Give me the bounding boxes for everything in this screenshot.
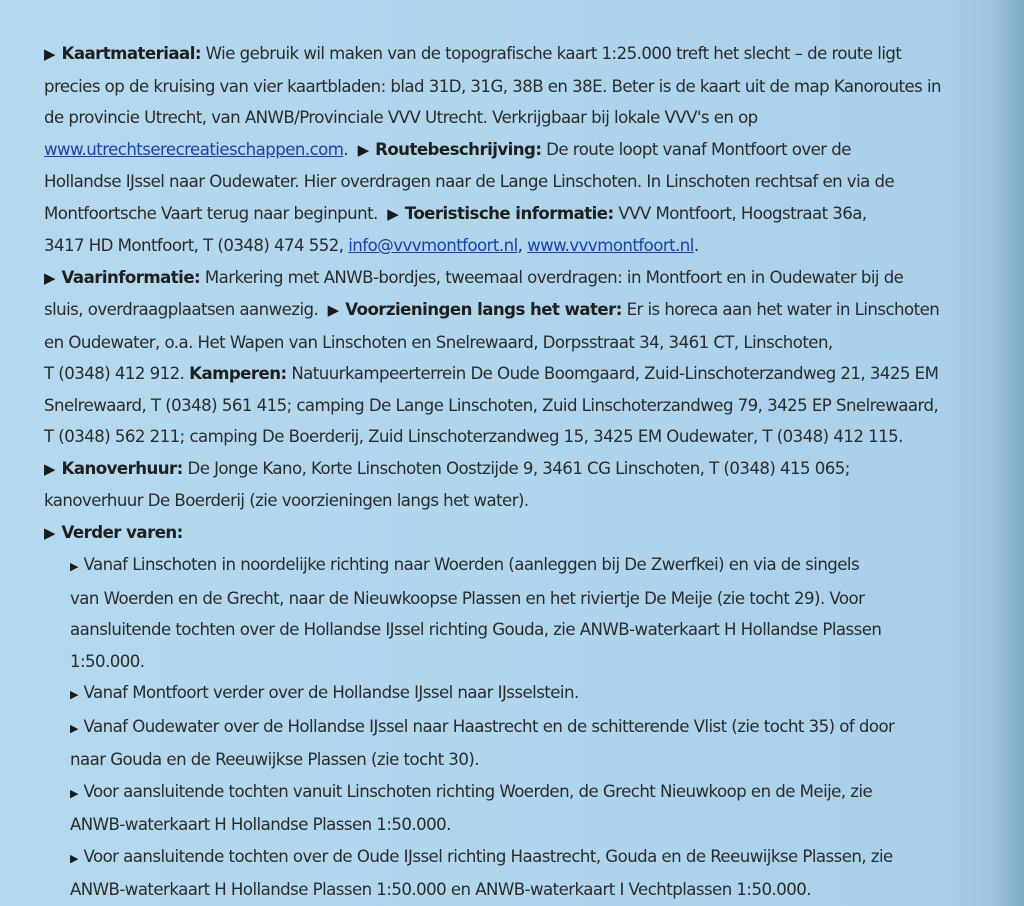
toerist-heading: Toeristische informatie: (404, 203, 614, 223)
vaar-text-1: Markering met ANWB-bordjes, tweemaal overdragen: in Montfoort en in Oudewater bij de (204, 267, 904, 287)
verder-item-text: Voor aansluitende tochten over de Oude IJssel richting Haastrecht, Gouda en de Reeuwijkse Plassen, zie (83, 846, 893, 866)
kamp-heading: Kamperen: (189, 364, 287, 383)
kamp-line-3 (44, 421, 1010, 453)
verder-item (44, 677, 1010, 711)
verder-item-line (44, 874, 1010, 906)
toerist-end: . (693, 236, 699, 255)
route-text-1: De route loopt vanaf Montfoort over de (546, 139, 851, 159)
verder-item-line (44, 549, 1010, 583)
voorz-line-2 (44, 327, 1010, 359)
kano-line-1 (44, 453, 1010, 486)
arrow-icon: ▶ (44, 268, 56, 287)
kaart-text-2: precies op de kruising van vier kaartbladen: blad 31D, 31G, 38B en 38E. Beter is de kaart uit de map Kanoroutes in (44, 76, 942, 96)
toerist-line-2 (44, 230, 1010, 262)
kaart-text-1: Wie gebruik wil maken van de topografische kaart 1:25.000 treft het slecht – de route ligt (205, 44, 902, 63)
kaart-line-2 (44, 71, 1010, 103)
verder-item-text: Vanaf Montfoort verder over de Hollandse IJssel naar IJsselstein. (83, 683, 579, 702)
website-link[interactable]: www.vvvmontfoort.nl (527, 236, 694, 255)
route-text-3: Montfoortsche Vaart terug naar beginpunt. (44, 203, 378, 223)
verder-item-text: naar Gouda en de Reeuwijkse Plassen (zie tocht 30). (70, 750, 479, 769)
toerist-text-1: VVV Montfoort, Hoogstraat 36a, (618, 203, 867, 223)
verder-item-line (44, 809, 1010, 841)
vaar-line-2 (44, 294, 1010, 327)
kamp-text-1: Natuurkampeerterrein De Oude Boomgaard, Zuid-Linschoterzandweg 21, 3425 EM (291, 364, 939, 383)
info-page (44, 38, 1010, 906)
verder-item-text: Vanaf Linschoten in noordelijke richting naar Woerden (aanleggen bij De Zwerfkei) en via de singels (83, 555, 860, 574)
arrow-icon: ▶ (44, 45, 56, 63)
verder-item-line (44, 614, 1010, 646)
toerist-text-2: 3417 HD Montfoort, T (0348) 474 552, (44, 236, 344, 255)
verder-item (44, 776, 1010, 841)
route-heading: Routebeschrijving: (375, 139, 542, 159)
arrow-icon: ▶ (327, 301, 340, 319)
verder-item-text: ANWB-waterkaart H Hollandse Plassen 1:50.000 en ANWB-waterkaart I Vechtplassen 1:50.000. (70, 880, 811, 899)
voorz-text-2: en Oudewater, o.a. Het Wapen van Linschoten en Snelrewaard, Dorpsstraat 34, 3461 CT, Linschoten, (44, 332, 833, 352)
verder-heading: Verder varen: (61, 522, 183, 542)
kaart-link-end: . (343, 139, 349, 159)
verder-item-line (44, 744, 1010, 776)
route-line-3 (44, 198, 1010, 231)
verder-item-text: Voor aansluitende tochten vanuit Linschoten richting Woerden, de Grecht Nieuwkoop en de Meije, zie (83, 781, 873, 801)
verder-item-line (44, 711, 1010, 745)
verder-item-text: ANWB-waterkaart H Hollandse Plassen 1:50.000. (70, 815, 451, 834)
voorz-text-1: Er is horeca aan het water in Linschoten (626, 300, 940, 319)
arrow-icon: ▶ (44, 523, 56, 542)
route-text-2: Hollandse IJssel naar Oudewater. Hier overdragen naar de Lange Linschoten. In Linschoten rechtsaf en via de (44, 172, 895, 191)
verder-heading-line (44, 517, 1010, 550)
vaar-line-1 (44, 262, 1010, 295)
small-arrow-icon: ▶ (70, 786, 79, 800)
kamp-text-3: T (0348) 562 211; camping De Boerderij, Zuid Linschoterzandweg 15, 3425 EM Oudewater, T (0348) 412 115. (44, 427, 903, 446)
kano-text-1: De Jonge Kano, Korte Linschoten Oostzijde 9, 3461 CG Linschoten, T (0348) 415 065; (187, 458, 850, 478)
voorz-heading: Voorzieningen langs het water: (345, 300, 622, 319)
small-arrow-icon: ▶ (70, 688, 79, 701)
kamp-line-2 (44, 390, 1010, 422)
verder-item-line (44, 583, 1010, 615)
verder-item-line (44, 646, 1010, 678)
kano-heading: Kanoverhuur: (61, 458, 183, 478)
verder-item-line (44, 841, 1010, 875)
vaar-text-2: sluis, overdraagplaatsen aanwezig. (44, 300, 319, 319)
verder-item-line (44, 677, 1010, 711)
small-arrow-icon: ▶ (70, 560, 79, 573)
kaart-line-3 (44, 102, 1010, 134)
recreatieschappen-link[interactable]: www.utrechtserecreatieschappen.com (44, 139, 344, 159)
arrow-icon: ▶ (387, 204, 399, 223)
vaar-heading: Vaarinformatie: (61, 267, 201, 287)
small-arrow-icon: ▶ (70, 851, 79, 865)
kaart-heading: Kaartmateriaal: (61, 44, 201, 63)
small-arrow-icon: ▶ (70, 721, 79, 735)
route-line-2 (44, 166, 1010, 198)
verder-item-text: 1:50.000. (70, 651, 145, 671)
verder-item-line (44, 776, 1010, 810)
verder-item-text: aansluitende tochten over de Hollandse IJssel richting Gouda, zie ANWB-waterkaart H Hollandse Plassen (70, 620, 882, 639)
kano-line-2 (44, 485, 1010, 517)
verder-item (44, 841, 1010, 906)
verder-item-text: Vanaf Oudewater over de Hollandse IJssel naar Haastrecht en de schitterende Vlist (zie tocht 35) of door (83, 716, 895, 736)
verder-item-text: van Woerden en de Grecht, naar de Nieuwkoopse Plassen en het riviertje De Meije (zie tocht 29). Voor (70, 588, 865, 608)
kamp-text-2: Snelrewaard, T (0348) 561 415; camping De Lange Linschoten, Zuid Linschoterzandweg 79, 3425 EP Snelrewaard, (44, 395, 939, 415)
verder-item (44, 549, 1010, 677)
verder-item (44, 711, 1010, 776)
toerist-sep: , (517, 236, 523, 255)
kaart-line-1 (44, 38, 1010, 71)
kaart-text-3: de provincie Utrecht, van ANWB/Provinciale VVV Utrecht. Verkrijgbaar bij lokale VVV's en op (44, 108, 758, 127)
voorz-text-3: T (0348) 412 912. (44, 364, 185, 383)
kaart-line-4 (44, 134, 1010, 167)
arrow-icon: ▶ (44, 459, 56, 478)
arrow-icon: ▶ (357, 140, 370, 159)
email-link[interactable]: info@vvvmontfoort.nl (348, 236, 518, 255)
kano-text-2: kanoverhuur De Boerderij (zie voorzieningen langs het water). (44, 491, 529, 510)
voorz-line-3 (44, 358, 1010, 390)
